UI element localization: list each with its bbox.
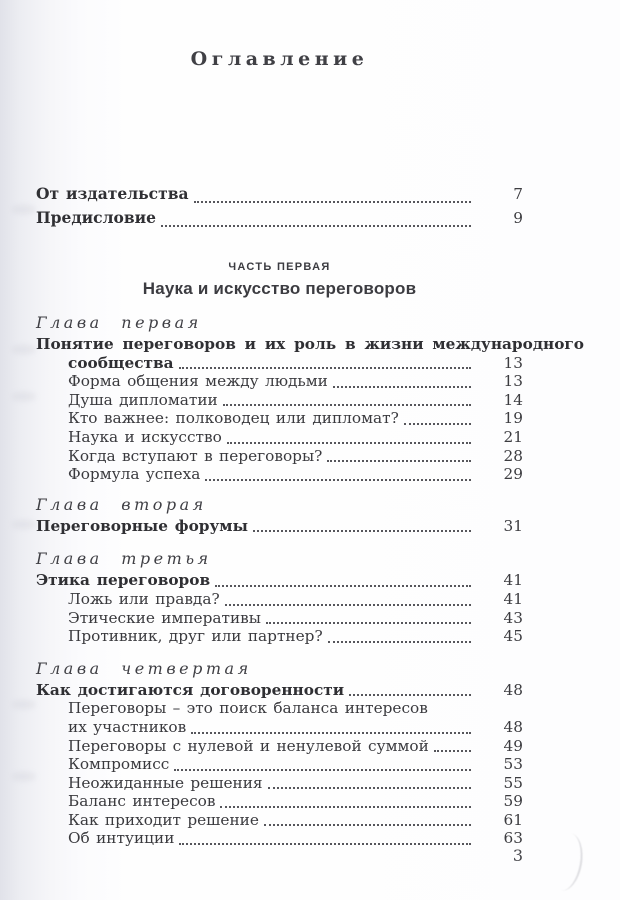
section-lines (36, 571, 523, 645)
toc-entry-page: 53 (503, 755, 523, 774)
chapter-label: Глава третья (36, 549, 212, 569)
dot-leader (215, 585, 471, 587)
toc-entry-label: Как приходит решение (68, 810, 259, 829)
footer-page-number: 3 (512, 846, 523, 865)
page-title: Оглавление (190, 48, 369, 70)
dot-leader (220, 806, 471, 808)
toc-entry-page: 21 (503, 427, 523, 446)
scan-smudge (12, 205, 36, 214)
toc-section (36, 495, 523, 536)
toc-entry-page: 41 (503, 571, 523, 590)
toc-entry (36, 699, 523, 718)
dot-leader (327, 460, 471, 462)
toc-entry-label: Форма общения между людьми (68, 372, 328, 391)
toc-entry-page: 7 (513, 185, 523, 203)
chapter-label: Глава четвертая (36, 658, 252, 678)
toc-entry-label: Неожиданные решения (68, 773, 263, 792)
toc-entry (36, 755, 523, 774)
dot-leader (434, 750, 471, 752)
dot-leader (227, 442, 471, 444)
toc-entry-page: 13 (503, 372, 523, 391)
toc-entry-label: Душа дипломатии (68, 390, 218, 409)
toc-entry-label: Предисловие (36, 208, 156, 227)
toc-entry (36, 465, 523, 484)
toc-entry-label: Понятие переговоров и их роль в жизни международного (36, 335, 585, 353)
dot-leader (225, 604, 471, 606)
toc-entry-label: Формула успеха (68, 465, 201, 484)
part-kicker: ЧАСТЬ ПЕРВАЯ (228, 261, 331, 273)
dot-leader (205, 479, 471, 481)
toc-entry-page: 48 (503, 717, 523, 736)
toc-entry-label: От издательства (36, 184, 189, 203)
toc-entry (36, 372, 523, 391)
dot-leader (191, 732, 471, 734)
toc-entry-page: 63 (503, 829, 523, 848)
toc-entry (36, 792, 523, 811)
toc-entry-label: Когда вступают в переговоры? (68, 446, 323, 465)
toc-entry-page: 61 (503, 810, 523, 829)
toc-entry-page: 43 (503, 608, 523, 627)
toc-entry (36, 627, 523, 646)
toc-entry (36, 409, 523, 428)
toc-entry-page: 28 (503, 446, 523, 465)
front-matter-list (36, 182, 523, 230)
toc-entry-label: Компромисс (68, 755, 170, 774)
chapter-label: Глава вторая (36, 494, 207, 514)
dot-leader (223, 404, 471, 406)
part-title: Наука и искусство переговоров (142, 279, 417, 298)
toc-entry-page: 55 (503, 773, 523, 792)
dot-leader (253, 530, 471, 532)
toc-entry-label: Переговоры – это поиск баланса интересов (68, 699, 428, 718)
section-lines (36, 517, 523, 536)
toc-entry (36, 718, 523, 737)
toc-entry-page: 45 (503, 627, 523, 646)
dot-leader (268, 787, 471, 789)
toc-entry (36, 571, 523, 590)
dot-leader (179, 367, 471, 369)
dot-leader (264, 824, 471, 826)
toc-entry (36, 774, 523, 793)
toc-entry-label: Этические императивы (68, 608, 261, 627)
part-header (36, 260, 523, 300)
dot-leader (349, 694, 471, 696)
toc-entry-label: Переговорные форумы (36, 516, 248, 535)
toc-entry (36, 447, 523, 466)
toc-entry-page: 49 (503, 736, 523, 755)
toc-entry (36, 182, 523, 206)
toc-entry (36, 517, 523, 536)
toc-section (36, 313, 585, 484)
toc-entry (36, 590, 523, 609)
toc-entry-page: 13 (503, 353, 523, 372)
toc-entry-label: Наука и искусство (68, 427, 222, 446)
toc-entry-page: 14 (503, 390, 523, 409)
toc-entry-label: Противник, друг или партнер? (68, 627, 323, 646)
toc-entry-label: Переговоры с нулевой и ненулевой суммой (68, 736, 429, 755)
toc-entry-label: Баланс интересов (68, 792, 216, 811)
chapter-label: Глава первая (36, 313, 202, 332)
toc-entry (36, 811, 523, 830)
toc-content (36, 0, 585, 848)
toc-entry-label: Ложь или правда? (68, 589, 220, 608)
toc-entry-page: 31 (503, 516, 523, 535)
scan-smudge (12, 700, 36, 709)
scan-smudge (12, 520, 36, 529)
dot-leader (161, 225, 471, 227)
toc-entry-page: 19 (503, 409, 523, 428)
dot-leader (328, 641, 471, 643)
dot-leader (194, 201, 471, 203)
toc-entry (36, 609, 523, 628)
scan-smudge (12, 772, 36, 781)
dot-leader (404, 423, 471, 425)
toc-entry (36, 354, 523, 373)
toc-entry-label: Как достигаются договоренности (36, 680, 345, 699)
dot-leader (333, 386, 471, 388)
scan-artifact (545, 831, 587, 894)
scan-smudge (12, 345, 36, 354)
toc-entry (36, 681, 523, 700)
section-lines (36, 681, 523, 848)
dot-leader (174, 769, 471, 771)
toc-section (36, 549, 523, 645)
toc-entry-page: 9 (513, 209, 523, 227)
scan-smudge (12, 392, 36, 401)
toc-entry-page: 41 (503, 589, 523, 608)
toc-entry-page: 48 (503, 680, 523, 699)
toc-entry (36, 428, 523, 447)
toc-entry-label: их участников (68, 717, 187, 736)
toc-entry-page: 59 (503, 792, 523, 811)
toc-entry (36, 391, 523, 410)
toc-entry (36, 335, 585, 354)
toc-entry (36, 206, 523, 230)
dot-leader (179, 843, 471, 845)
toc-entry (36, 737, 523, 756)
toc-entry-label: Кто важнее: полководец или дипломат? (68, 409, 399, 428)
toc-entry-page: 29 (503, 465, 523, 484)
section-lines (36, 335, 585, 484)
toc-section (36, 659, 523, 848)
dot-leader (266, 622, 471, 624)
toc-entry-label: Этика переговоров (36, 571, 211, 590)
toc-entry-label: Об интуиции (68, 829, 175, 848)
toc-entry-label: сообщества (68, 353, 174, 372)
